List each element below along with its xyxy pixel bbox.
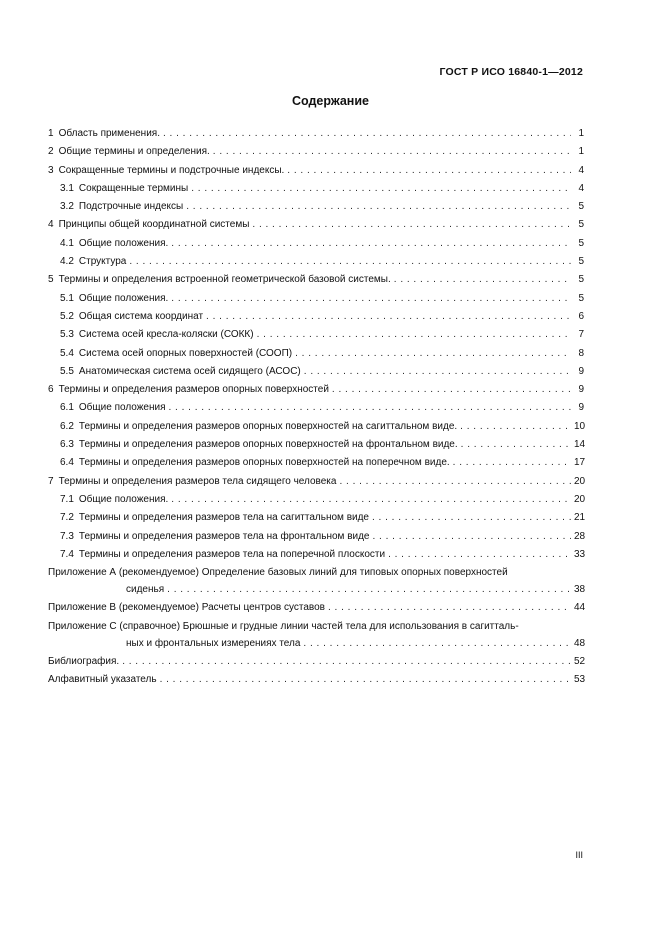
toc-entry-text: Термины и определения размеров опорных поверхностей на поперечном виде. [78, 457, 450, 469]
toc-page-number: 9 [578, 402, 584, 414]
toc-entry[interactable] [48, 399, 584, 417]
toc-entry[interactable] [48, 125, 584, 143]
toc-entry-text: Общие положения. [78, 237, 169, 249]
toc-entry[interactable] [48, 308, 584, 326]
toc-entry[interactable] [48, 235, 584, 253]
toc-entry-number: 6.1 [60, 402, 74, 414]
toc-entry[interactable] [48, 271, 584, 289]
toc-appendix-c[interactable] [48, 635, 584, 653]
toc-entry-text: Система осей опорных поверхностей (СООП) [78, 347, 293, 359]
toc-entry-text: Общие положения. [78, 493, 169, 505]
toc-page-number: 44 [574, 602, 586, 614]
toc-appendix-c-line2: ных и фронтальных измерениях тела [126, 637, 301, 649]
toc-entry-text: Термины и определения размеров опорных поверхностей на сагиттальном виде. [78, 420, 458, 432]
leader-dots [122, 653, 571, 671]
toc-entry[interactable] [48, 143, 584, 161]
toc-entry-number: 3.2 [60, 201, 74, 213]
toc-entry-text: Система осей кресла-коляски (СОКК) [78, 329, 254, 341]
toc-entry[interactable] [48, 528, 584, 546]
leader-dots [394, 271, 571, 289]
toc-entry[interactable] [48, 345, 584, 363]
toc-entry-number: 4.1 [60, 237, 74, 249]
leader-dots [332, 381, 571, 399]
toc-page-number: 20 [574, 493, 586, 505]
toc-entry-text: Термины и определения встроенной геометрической базовой системы. [58, 274, 391, 286]
leader-dots [304, 363, 571, 381]
toc-page-number: 33 [574, 548, 586, 560]
toc-entry-number: 3.1 [60, 182, 74, 194]
toc-entry-text: Термины и определения размеров тела на поперечной плоскости [78, 548, 386, 560]
toc-entry[interactable] [48, 162, 584, 180]
toc-page-number: 5 [578, 201, 584, 213]
toc-page-number: 1 [578, 128, 584, 139]
toc-entry-text: Общие положения. [78, 292, 169, 304]
toc-alphabetical-index[interactable] [48, 671, 584, 689]
page-title: Содержание [291, 94, 369, 108]
toc-page-number: 1 [578, 146, 584, 158]
leader-dots [453, 454, 571, 472]
toc-page-number: 5 [578, 219, 584, 231]
toc-entry-number: 5.2 [60, 310, 74, 322]
toc-page-number: 4 [578, 182, 584, 194]
toc-entry[interactable] [48, 418, 584, 436]
toc-entry-text: Область применения. [58, 128, 160, 139]
toc-entry-number: 1 [48, 128, 54, 139]
toc-entry-number: 7 [48, 475, 54, 487]
leader-dots [460, 418, 571, 436]
leader-dots [339, 473, 571, 491]
toc-entry-text: Анатомическая система осей сидящего (АСОС) [78, 365, 301, 377]
toc-entry[interactable] [48, 509, 584, 527]
toc-entry-text: Термины и определения размеров тела на фронтальном виде [78, 530, 370, 542]
toc-entry-text: Подстрочные индексы [78, 201, 184, 213]
leader-dots [191, 180, 571, 198]
toc-entry-number: 4 [48, 219, 54, 231]
toc-page-number: 38 [574, 584, 586, 596]
toc-appendix-a-line2: сиденья [126, 584, 165, 596]
toc-entry[interactable] [48, 290, 584, 308]
toc-appendix-b[interactable] [48, 599, 584, 617]
toc-entry-number: 5.3 [60, 329, 74, 341]
toc-page-number: 4 [578, 164, 584, 176]
toc-page-number: 8 [578, 347, 584, 359]
leader-dots [171, 491, 571, 509]
toc-page-number: 21 [574, 512, 586, 524]
toc-entry-text: Термины и определения размеров тела сидящего человека [58, 475, 337, 487]
toc-appendix-c-line1: Приложение С (справочное) Брюшные и грудные линии частей тела для использования в сагитталь- [48, 620, 519, 632]
leader-dots [372, 509, 571, 527]
toc-appendix-a[interactable] [48, 581, 584, 599]
toc-page-number: 5 [578, 274, 584, 286]
leader-dots [160, 671, 571, 689]
toc-entry-number: 7.2 [60, 512, 74, 524]
leader-dots [167, 581, 571, 599]
toc-entry-number: 5.1 [60, 292, 74, 304]
leader-dots [388, 546, 571, 564]
toc-entry-number: 7.1 [60, 493, 74, 505]
toc-page-number: 48 [574, 637, 586, 649]
toc-entry[interactable] [48, 363, 584, 381]
toc-entry[interactable] [48, 180, 584, 198]
toc-page-number: 5 [578, 256, 584, 268]
toc-entry-number: 5.4 [60, 347, 74, 359]
page-number: III [575, 850, 583, 860]
toc-entry-text: Сокращенные термины [78, 182, 189, 194]
toc-entry-text: Сокращенные термины и подстрочные индексы. [58, 164, 285, 176]
toc-entry[interactable] [48, 491, 584, 509]
leader-dots [169, 399, 572, 417]
toc-entry-number: 6.4 [60, 457, 74, 469]
toc-entry-text: Общая система координат [78, 310, 204, 322]
leader-dots [295, 345, 571, 363]
toc-entry[interactable] [48, 436, 584, 454]
toc-entry-text: Библиография. [48, 656, 120, 668]
toc-entry-number: 5.5 [60, 365, 74, 377]
toc-page-number: 17 [574, 457, 586, 469]
toc-entry[interactable] [48, 381, 584, 399]
leader-dots [252, 216, 571, 234]
leader-dots [303, 635, 571, 653]
leader-dots [186, 198, 571, 216]
leader-dots [257, 326, 571, 344]
leader-dots [461, 436, 571, 454]
toc-page-number: 7 [578, 329, 584, 341]
toc-page-number: 9 [578, 365, 584, 377]
toc-entry-text: Термины и определения размеров опорных поверхностей [58, 384, 329, 396]
toc-entry-number: 4.2 [60, 256, 74, 268]
leader-dots [171, 235, 571, 253]
table-of-contents [48, 125, 584, 690]
toc-entry-number: 6 [48, 384, 54, 396]
toc-entry-number: 5 [48, 274, 54, 286]
toc-entry-text: Приложение В (рекомендуемое) Расчеты центров суставов [48, 602, 325, 614]
toc-page-number: 10 [574, 420, 586, 432]
leader-dots [171, 290, 571, 308]
toc-page-number: 20 [574, 475, 586, 487]
toc-entry-number: 6.2 [60, 420, 74, 432]
toc-entry[interactable] [48, 326, 584, 344]
toc-entry-text: Принципы общей координатной системы [58, 219, 250, 231]
leader-dots [287, 162, 571, 180]
toc-page-number: 28 [574, 530, 586, 542]
toc-entry[interactable] [48, 253, 584, 271]
toc-entry[interactable] [48, 546, 584, 564]
toc-entry[interactable] [48, 198, 584, 216]
toc-entry-number: 6.3 [60, 439, 74, 451]
toc-entry-text: Общие термины и определения. [58, 146, 210, 158]
toc-bibliography[interactable] [48, 653, 584, 671]
toc-page-number: 14 [574, 439, 586, 451]
leader-dots [163, 125, 571, 143]
toc-entry[interactable] [48, 454, 584, 472]
toc-entry-text: Общие положения [78, 402, 166, 414]
document-code: ГОСТ Р ИСО 16840-1—2012 [439, 66, 583, 78]
toc-entry-number: 7.3 [60, 530, 74, 542]
leader-dots [206, 308, 571, 326]
toc-entry-text: Структура [78, 256, 127, 268]
toc-entry[interactable] [48, 216, 584, 234]
toc-entry-number: 7.4 [60, 548, 74, 560]
toc-entry-number: 3 [48, 164, 54, 176]
toc-page-number: 5 [578, 292, 584, 304]
toc-page-number: 52 [574, 656, 586, 668]
toc-entry-text: Термины и определения размеров опорных поверхностей на фронтальном виде. [78, 439, 458, 451]
leader-dots [328, 599, 571, 617]
toc-entry-text: Алфавитный указатель [48, 674, 157, 686]
toc-page-number: 6 [578, 310, 584, 322]
leader-dots [373, 528, 572, 546]
toc-entry[interactable] [48, 473, 584, 491]
leader-dots [129, 253, 571, 271]
toc-appendix-a-line1: Приложение А (рекомендуемое) Определение базовых линий для типовых опорных поверхностей [48, 567, 508, 579]
leader-dots [213, 143, 571, 161]
toc-entry-text: Термины и определения размеров тела на сагиттальном виде [78, 512, 369, 524]
toc-page-number: 9 [578, 384, 584, 396]
toc-entry-number: 2 [48, 146, 54, 158]
toc-page-number: 5 [578, 237, 584, 249]
toc-page-number: 53 [574, 674, 586, 686]
